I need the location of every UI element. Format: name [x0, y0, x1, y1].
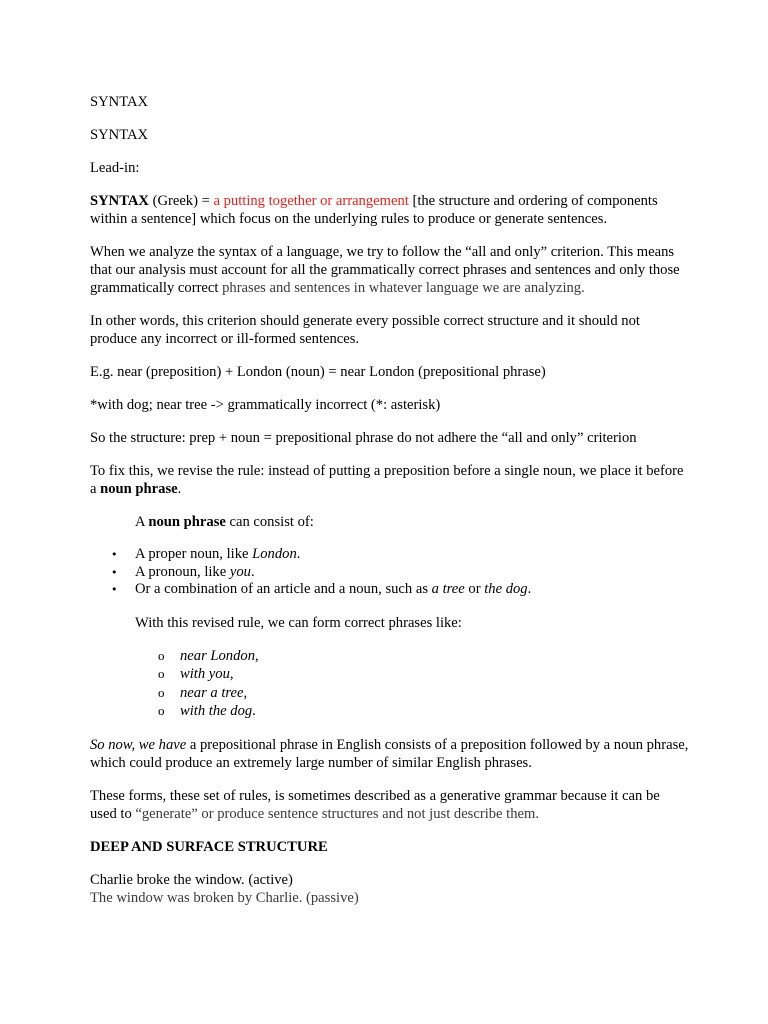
- list-item-punct: .: [250, 563, 255, 580]
- phrase-example-list: [90, 647, 690, 721]
- list-item-text: A pronoun, like: [135, 563, 230, 580]
- so-now-rest: a prepositional phrase in English consists of a preposition followed by a noun phrase, which could produce an extremely large number of similar English phrases.: [90, 736, 689, 771]
- noun-phrase-intro: [90, 513, 690, 531]
- structure-paragraph: So the structure: prep + noun = prepositional phrase do not adhere the “all and only” criterion: [90, 430, 637, 446]
- bullet-marker: •: [111, 565, 118, 579]
- example-asterisk: *with dog; near tree -> grammatically incorrect (*: asterisk): [90, 397, 441, 413]
- phrase-punct: ,: [243, 684, 248, 701]
- list-item: [90, 647, 690, 666]
- section-heading: [90, 838, 690, 856]
- phrase-punct: ,: [255, 647, 259, 664]
- document-title: SYNTAX: [90, 127, 149, 143]
- forms-paragraph: [90, 787, 690, 823]
- list-item-italic: London: [252, 546, 297, 562]
- example-eg: E.g. near (preposition) + London (noun) = near London (prepositional phrase): [90, 364, 546, 380]
- phrase-punct: .: [252, 703, 256, 719]
- list-item: [90, 546, 690, 564]
- noun-phrase-list: [90, 546, 690, 599]
- document-heading: SYNTAX: [90, 94, 149, 110]
- so-now-paragraph: [90, 736, 690, 772]
- definition-meaning: a putting together or arrangement: [213, 193, 409, 209]
- list-item: [90, 684, 690, 703]
- list-item-punct: .: [527, 581, 532, 597]
- analyze-paragraph: [90, 243, 690, 297]
- analyze-tail: phrases and sentences in whatever language we are analyzing.: [222, 280, 585, 296]
- definition-term: SYNTAX: [90, 193, 149, 209]
- lead-in-label: Lead-in:: [90, 160, 140, 176]
- phrase-punct: ,: [229, 666, 234, 682]
- list-item-italic: a tree: [431, 581, 465, 597]
- list-item: [90, 702, 690, 721]
- circle-bullet-marker: o: [158, 684, 165, 700]
- circle-bullet-marker: o: [158, 647, 165, 663]
- syntax-definition: [90, 192, 690, 228]
- list-item: [90, 581, 690, 599]
- forms-tail: “generate” or produce sentence structures and not just describe them.: [135, 805, 540, 822]
- fix-bold: noun phrase: [100, 481, 178, 497]
- definition-rest: [the structure and ordering of components within a sentence] which focus on the underlying rules to produce or generate sentences.: [90, 193, 658, 227]
- noun-phrase-bold: noun phrase: [148, 514, 226, 530]
- circle-bullet-marker: o: [158, 666, 165, 681]
- list-item: [90, 665, 690, 684]
- so-now-italic: So now, we have: [90, 736, 187, 753]
- noun-phrase-pre: A: [135, 514, 149, 530]
- revised-rule-intro: With this revised rule, we can form correct phrases like:: [135, 614, 462, 631]
- phrase-example: with you: [180, 666, 230, 682]
- list-item-text: Or a combination of an article and a noun, such as: [135, 581, 432, 597]
- circle-bullet-marker: o: [158, 703, 165, 718]
- fix-paragraph: [90, 462, 690, 498]
- bullet-marker: •: [111, 583, 118, 596]
- list-item-italic: you: [229, 563, 251, 580]
- forms-main: These forms, these set of rules, is sometimes described as a generative grammar because it can be used to: [90, 787, 660, 822]
- fix-end: .: [177, 481, 182, 497]
- phrase-example: near a tree: [180, 684, 244, 701]
- active-sentence: Charlie broke the window. (active): [90, 871, 293, 888]
- definition-origin: (Greek) =: [148, 193, 214, 209]
- list-item-italic: the dog: [484, 581, 528, 597]
- document-page: [90, 93, 690, 907]
- noun-phrase-post: can consist of:: [225, 514, 314, 530]
- phrase-example: near London: [180, 647, 255, 664]
- phrase-example: with the dog: [180, 703, 253, 719]
- passive-sentence: The window was broken by Charlie. (passive): [90, 889, 359, 906]
- section-heading-text: DEEP AND SURFACE STRUCTURE: [90, 838, 328, 855]
- other-words-paragraph: In other words, this criterion should generate every possible correct structure and it should not produce any incorrect or ill-formed sentences.: [90, 313, 640, 347]
- bullet-marker: •: [111, 548, 118, 561]
- list-item: [90, 564, 690, 582]
- analyze-main: When we analyze the syntax of a language, we try to follow the “all and only” criterion. This means that our analysis must account for all the grammatically correct phrases and sentences and only those grammatically correct: [90, 244, 680, 296]
- list-item-punct: .: [296, 546, 301, 562]
- list-item-conjunction: or: [464, 581, 485, 597]
- fix-main: To fix this, we revise the rule: instead of putting a preposition before a single noun, we place it before a: [90, 463, 684, 497]
- list-item-text: A proper noun, like: [135, 546, 253, 562]
